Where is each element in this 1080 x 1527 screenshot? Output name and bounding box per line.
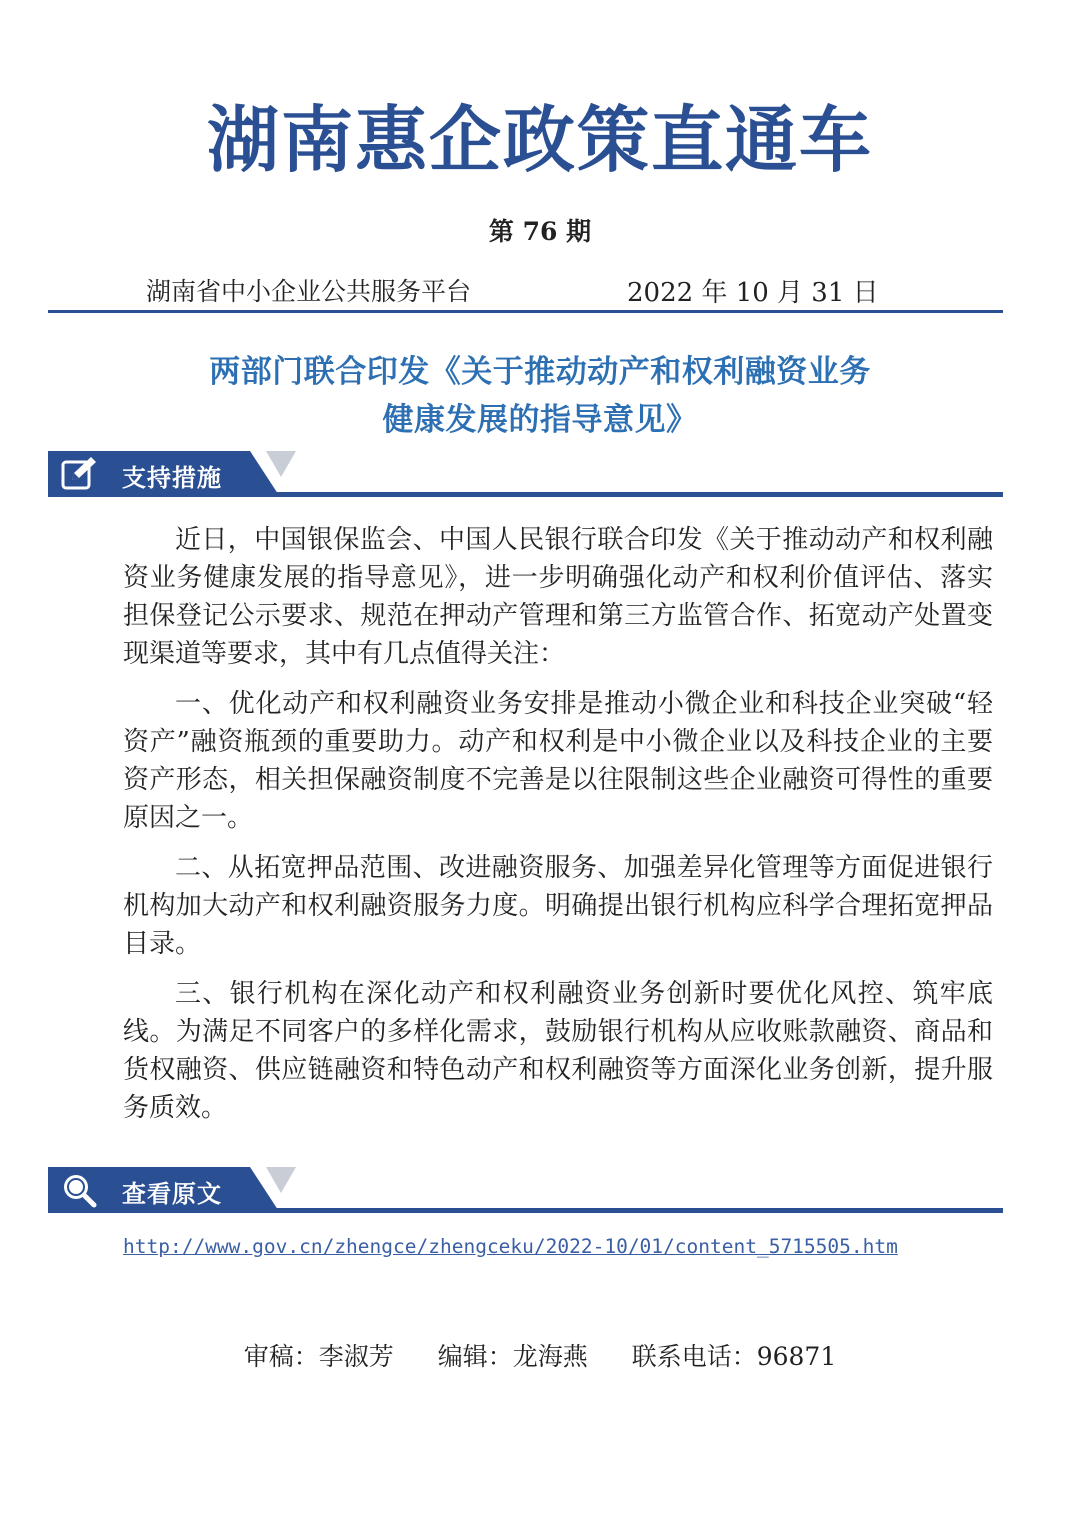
section-header-support-measures (48, 451, 1003, 497)
document-title-line-1: 两部门联合印发《关于推动动产和权利融资业务 (209, 354, 871, 390)
section-label: 查看原文 (122, 1180, 222, 1208)
magnifier-icon (58, 1170, 100, 1208)
section-label: 支持措施 (122, 464, 222, 492)
edit-pen-icon (58, 454, 100, 492)
article-body (123, 521, 993, 1139)
footer-phone: 联系电话：96871 (631, 1342, 837, 1371)
footer-credits (0, 1337, 1080, 1373)
masthead-title: 湖南惠企政策直通车 (206, 97, 873, 182)
document-title-line-2: 健康发展的指导意见》 (382, 402, 698, 438)
footer-reviewer: 审稿：李淑芳 (243, 1342, 394, 1371)
paragraph-point-1: 一、优化动产和权利融资业务安排是推动小微企业和科技企业突破“轻资产”融资瓶颈的重要助力。动产和权利是中小微企业以及科技企业的主要资产形态，相关担保融资制度不完善是以往限制这些企业融资可得性的重要原因之一。 (123, 689, 993, 833)
publisher-name: 湖南省中小企业公共服务平台 (146, 277, 472, 306)
paragraph-point-3: 三、银行机构在深化动产和权利融资业务创新时要优化风控、筑牢底线。为满足不同客户的多样化需求，鼓励银行机构从应收账款融资、商品和货权融资、供应链融资和特色动产和权利融资等方面深化业务创新，提升服务质效。 (123, 979, 993, 1123)
footer-editor: 编辑：龙海燕 (437, 1342, 588, 1371)
source-link[interactable]: http://www.gov.cn/zhengce/zhengceku/2022-10/01/content_5715505.htm (123, 1235, 898, 1258)
paragraph-point-2: 二、从拓宽押品范围、改进融资服务、加强差异化管理等方面促进银行机构加大动产和权利融资服务力度。明确提出银行机构应科学合理拓宽押品目录。 (123, 853, 993, 959)
paragraph-intro: 近日，中国银保监会、中国人民银行联合印发《关于推动动产和权利融资业务健康发展的指导意见》，进一步明确强化动产和权利价值评估、落实担保登记公示要求、规范在押动产管理和第三方监管合作、拓宽动产处置变现渠道等要求，其中有几点值得关注： (123, 525, 993, 669)
issue-number: 第 76 期 (488, 217, 592, 246)
publish-date: 2022 年 10 月 31 日 (627, 278, 879, 308)
section-header-view-original (48, 1167, 1003, 1213)
header-divider (48, 310, 1003, 313)
